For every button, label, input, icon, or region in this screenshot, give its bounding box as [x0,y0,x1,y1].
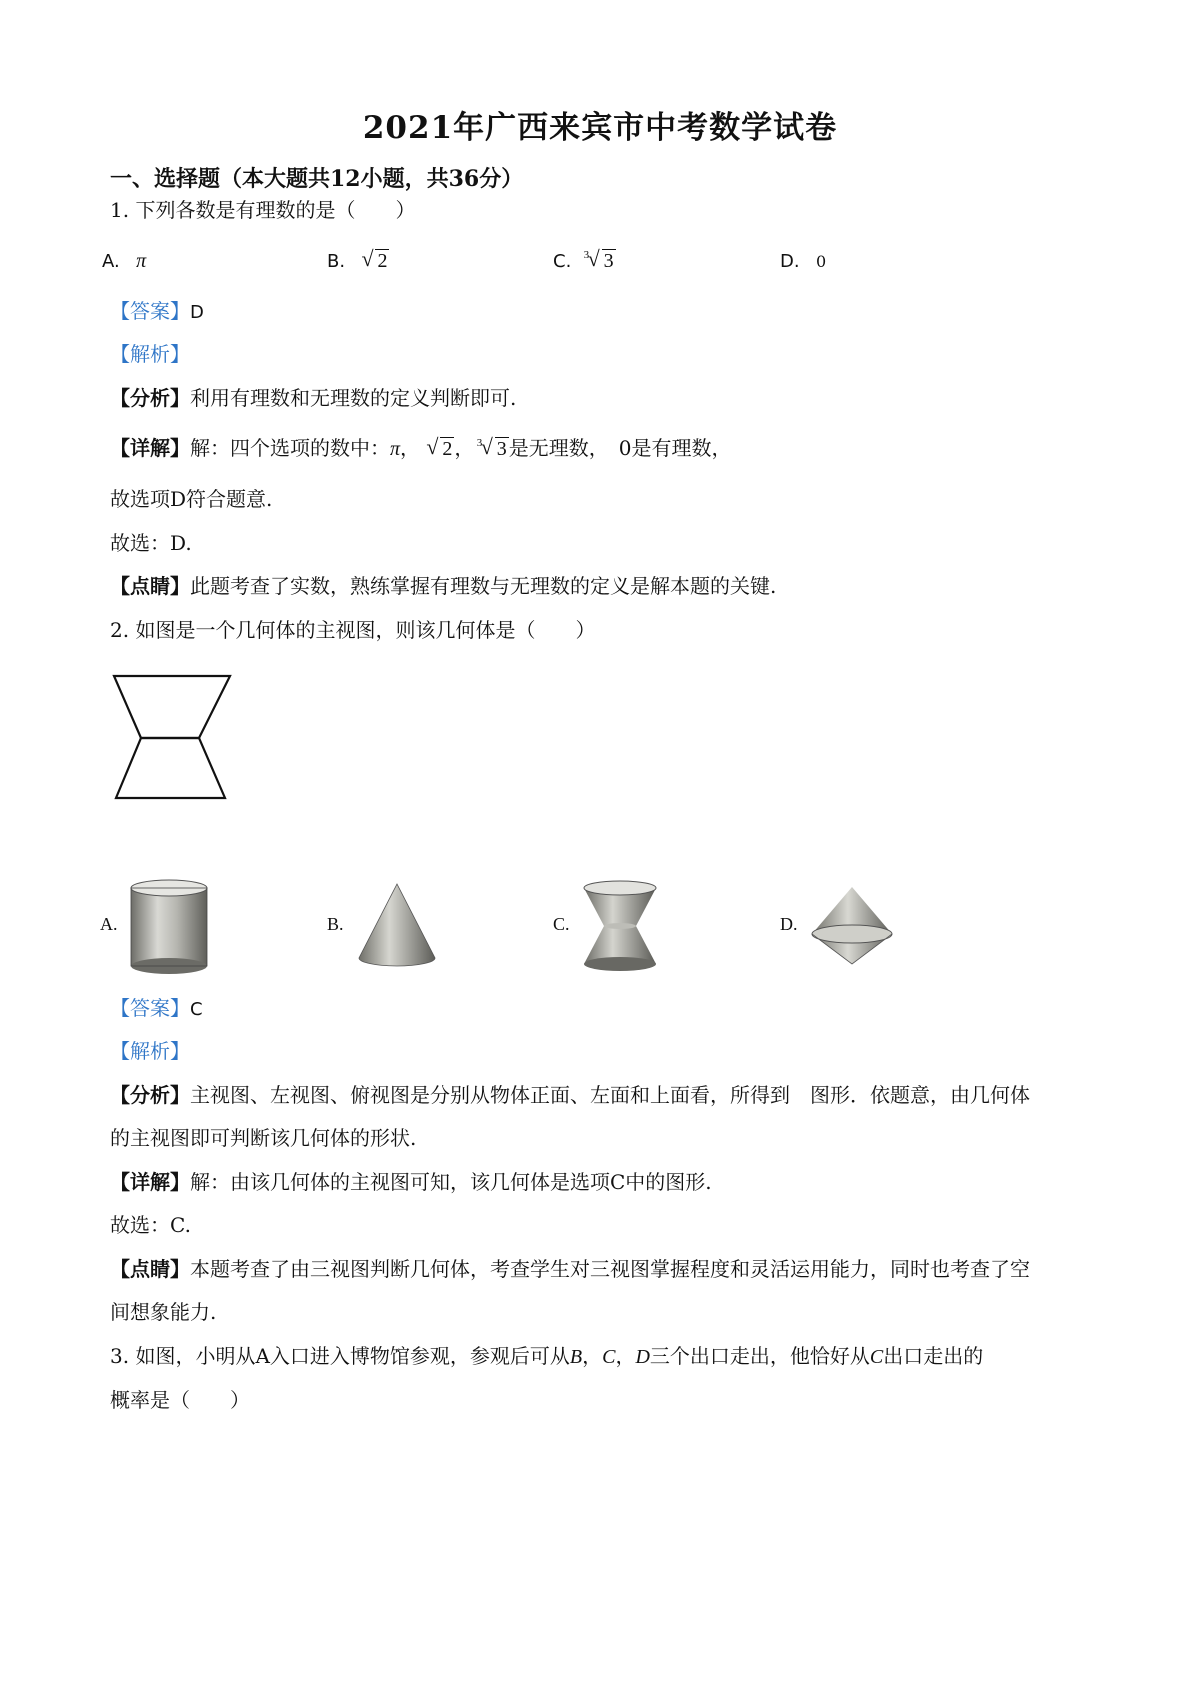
dianjing-text: 本题考查了由三视图判断几何体，考查学生对三视图掌握程度和灵活运用能力，同时也考查了空 [190,1257,1030,1281]
section-heading: 一、选择题（本大题共12小题，共36分） [110,166,524,192]
q3-stem-2: 概率是（ ） [110,1388,250,1412]
q1-answer [110,297,204,327]
q1-option-a-label: A. [102,251,120,272]
q2-conclusion: 故选：C. [110,1213,191,1237]
cone-shape[interactable] [355,880,439,968]
xiangjie-tag: 【详解】 [110,1170,190,1194]
cylinder-shape[interactable] [128,878,210,976]
q1-option-d-label: D. [780,251,800,272]
q1-option-c-value: 3 [603,250,614,272]
front-view-figure [108,672,238,802]
page-title: 2021年广西来宾市中考数学试卷 [362,110,838,146]
q3-stem-1 [110,1342,983,1371]
q3-stem-c: 出口走出的 [883,1344,984,1368]
q2-option-d-label[interactable]: D. [780,914,798,934]
q3-sep-2: ， [615,1344,636,1368]
double-cone-shape[interactable] [808,884,896,968]
fenxi-tag: 【分析】 [110,386,190,410]
xiangjie-text: 解：由该几何体的主视图可知，该几何体是选项C中的图形. [190,1170,712,1194]
xiangjie-tag: 【详解】 [110,436,190,460]
q1-xiangjie [110,434,731,463]
q1-option-a[interactable] [102,246,146,276]
q2-fenxi-1 [110,1081,1030,1109]
q2-analysis-tag: 【解析】 [110,1039,190,1063]
fenxi-text: 利用有理数和无理数的定义判断即可. [190,386,517,410]
xiangjie-text-b: 是无理数， 0是有理数， [508,436,732,460]
q1-option-c[interactable] [553,246,616,276]
q3-exit-b: B [569,1346,583,1368]
q1-conclusion-2: 故选：D. [110,531,192,555]
answer-tag: 【答案】 [110,299,190,323]
q3-stem-b: 三个出口走出，他恰好从 [649,1344,870,1368]
q3-exit-c-2: C [869,1346,884,1368]
xiangjie-text-a: 解：四个选项的数中： [190,436,390,460]
xiangjie-r2: 2 [442,438,453,460]
q1-analysis-tag: 【解析】 [110,342,190,366]
q1-fenxi [110,384,516,412]
sqrt-symbol [426,435,454,463]
answer-tag: 【答案】 [110,996,190,1020]
xiangjie-sep-1: ， [400,436,421,460]
q1-option-a-value: π [136,250,147,272]
q1-option-b-value: 2 [377,250,388,272]
fenxi-tag: 【分析】 [110,1083,190,1107]
sqrt-symbol [361,247,389,275]
q2-option-c-label[interactable]: C. [553,914,570,934]
q2-fenxi-2: 的主视图即可判断该几何体的形状. [110,1126,417,1150]
q2-answer [110,994,203,1024]
q3-stem-a: 3. 如图，小明从A入口进入博物馆参观，参观后可从 [110,1344,570,1368]
q1-option-d-value: 0 [815,252,827,271]
fenxi-text: 主视图、左视图、俯视图是分别从物体正面、左面和上面看，所得到 图形．依题意，由几何体 [190,1083,1030,1107]
q3-exit-d: D [635,1346,650,1368]
cbrt-symbol: √ 3 3 [481,435,509,463]
xiangjie-pi: π [390,438,401,460]
q2-stem: 2. 如图是一个几何体的主视图，则该几何体是（ ） [110,618,596,642]
q1-option-c-label: C. [553,251,572,272]
q2-option-a-label[interactable]: A. [100,914,118,934]
double-frustum-shape[interactable] [580,878,660,974]
answer-value: C [190,999,203,1020]
cbrt-symbol: √ 3 3 [588,247,616,275]
dianjing-tag: 【点睛】 [110,1257,190,1281]
q1-option-d[interactable] [780,246,826,276]
q2-option-b-label[interactable]: B. [327,914,344,934]
xiangjie-sep-2: ， [454,436,475,460]
q1-conclusion-1: 故选项D符合题意. [110,487,273,511]
q1-dianjing [110,572,776,600]
q2-xiangjie [110,1168,712,1196]
answer-value: D [190,302,204,323]
q3-sep-1: ， [582,1344,603,1368]
q2-dianjing-1 [110,1255,1030,1283]
q1-option-b-label: B. [327,251,346,272]
dianjing-text: 此题考查了实数，熟练掌握有理数与无理数的定义是解本题的关键. [190,574,777,598]
xiangjie-r3: 3 [496,438,507,460]
q1-stem: 1. 下列各数是有理数的是（ ） [110,198,416,222]
q2-dianjing-2: 间想象能力. [110,1300,217,1324]
q1-option-b[interactable] [327,246,389,276]
q3-exit-c: C [602,1346,616,1368]
dianjing-tag: 【点睛】 [110,574,190,598]
